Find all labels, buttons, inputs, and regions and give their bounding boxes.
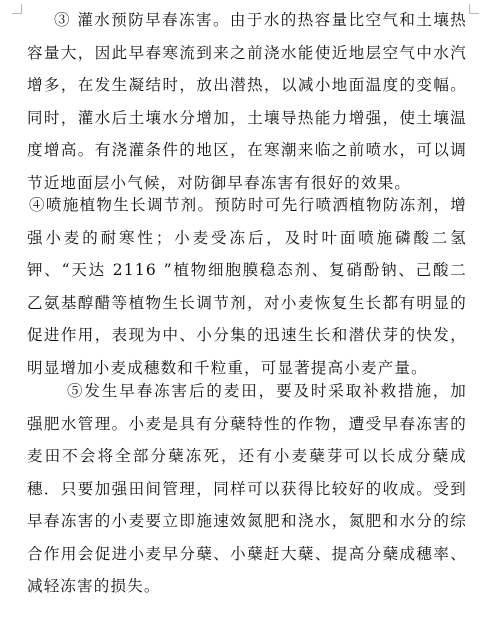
paragraph-irrigation: ③ 灌水预防早春冻害。由于水的热容量比空气和土壤热容量大，因此早春寒流到来之前浇水能使近地层空气中水汽增多，在发生凝结时，放出潜热，以减小地面温度的变幅。同时，灌水后土壤水分增加，土壤导热能力增强，使土壤温度增高。有浇灌条件的地区，在寒潮来临之前喷水，可以调节近地面层小气候，对防御早春冻害有很好的效果。 [27, 11, 467, 192]
page-corner-mark-right [469, 4, 479, 14]
paragraph-remedial-measures: ⑤发生早春冻害后的麦田，要及时采取补救措施，加强肥水管理。小麦是具有分蘖特性的作物，遭受早春冻害的麦田不会将全部分蘖冻死，还有小麦蘖芽可以长成分蘖成穗．只要加强田间管理，同样可以获得比较好的收成。受到早春冻害的小麦要立即施速效氮肥和浇水，氮肥和水分的综合作用会促进小麦早分蘖、小蘖赶大蘖、提高分蘖成穗率、减轻冻害的损失。 [27, 382, 467, 595]
page-corner-mark-left [12, 4, 22, 14]
paragraph-growth-regulator: ④喷施植物生长调节剂。预防时可先行喷洒植物防冻剂，增强小麦的耐寒性；小麦受冻后，及时叶面喷施磷酸二氢钾、“天达 2116 ”植物细胞膜稳态剂、复硝酚钠、己酸二乙氨基醇醋等植物生长调节剂，对小麦恢复生长都有明显的促进作用，表现为中、小分集的迅速生长和潜伏芽的快发，明显增加小麦成穗数和千粒重，可显著提高小麦产量。 [27, 196, 467, 377]
